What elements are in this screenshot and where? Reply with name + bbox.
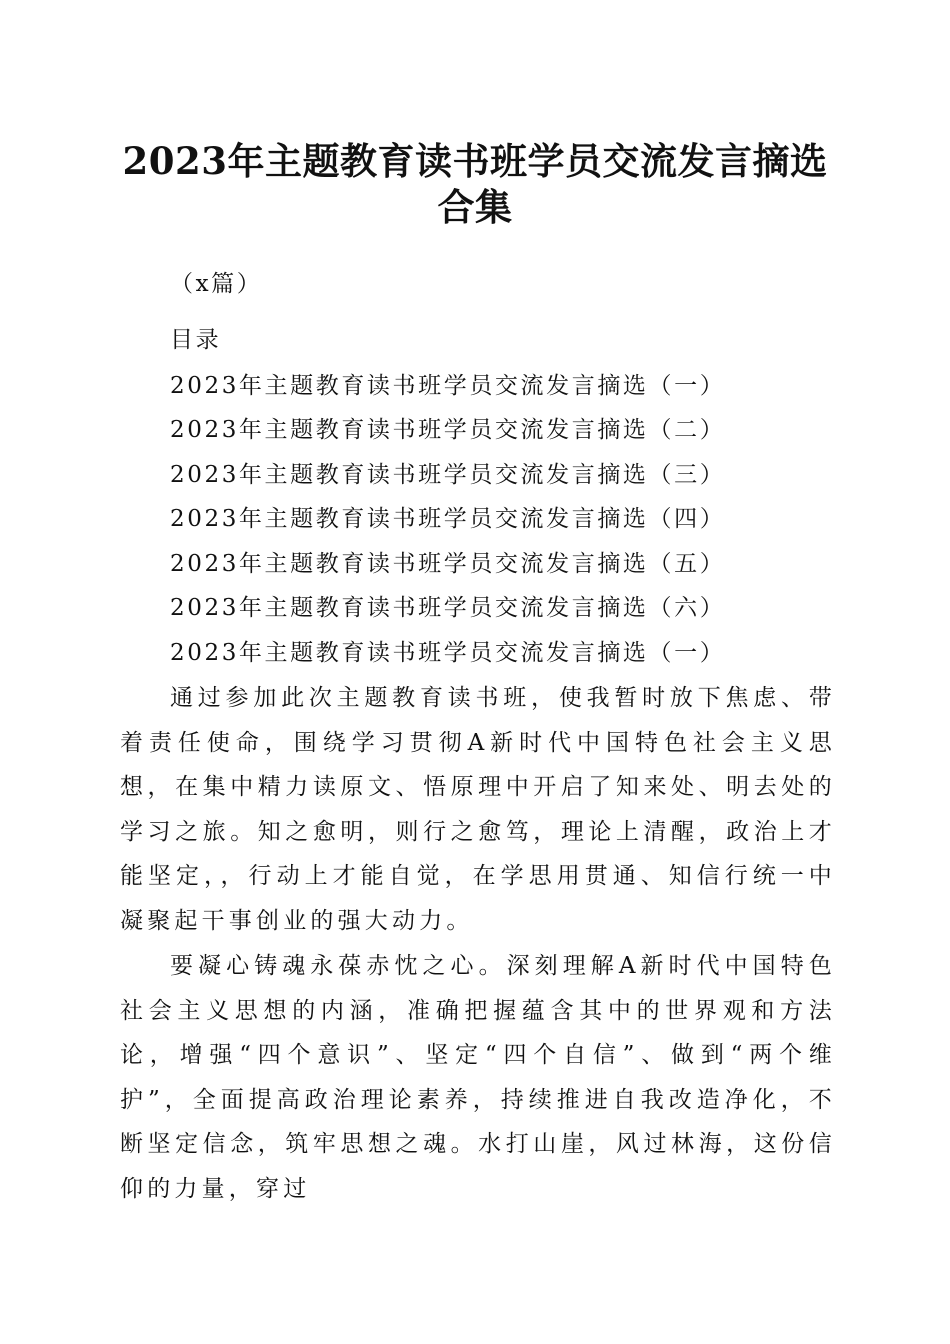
toc-item: 2023年主题教育读书班学员交流发言摘选（六） — [170, 595, 726, 621]
count-note: （x篇） — [170, 271, 263, 297]
toc-heading: 目录 — [170, 327, 222, 353]
toc-item: 2023年主题教育读书班学员交流发言摘选（一） — [170, 373, 726, 399]
toc-item: 2023年主题教育读书班学员交流发言摘选（二） — [170, 417, 726, 443]
body-paragraph: 通过参加此次主题教育读书班，使我暂时放下焦虑、带着责任使命，围绕学习贯彻A新时代中国特色社会主义思想，在集中精力读原文、悟原理中开启了知来处、明去处的学习之旅。知之愈明，则行之愈笃，理论上清醒，政治上才能坚定，，行动上才能自觉，在学思用贯通、知信行统一中凝聚起干事创业的强大动力。 — [120, 685, 836, 934]
document-title: 2023年主题教育读书班学员交流发言摘选合集 — [122, 139, 828, 229]
toc-item: 2023年主题教育读书班学员交流发言摘选（三） — [170, 462, 726, 488]
body-paragraph: 要凝心铸魂永葆赤忱之心。深刻理解A新时代中国特色社会主义思想的内涵，准确把握蕴含其中的世界观和方法论，增强“四个意识”、坚定“四个自信”、做到“两个维护”，全面提高政治理论素养，持续推进自我改造净化，不断坚定信念，筑牢思想之魂。水打山崖，风过林海，这份信仰的力量，穿过 — [120, 953, 836, 1202]
toc-item: 2023年主题教育读书班学员交流发言摘选（五） — [170, 551, 726, 577]
section-heading: 2023年主题教育读书班学员交流发言摘选（一） — [170, 640, 726, 666]
toc-item: 2023年主题教育读书班学员交流发言摘选（四） — [170, 506, 726, 532]
